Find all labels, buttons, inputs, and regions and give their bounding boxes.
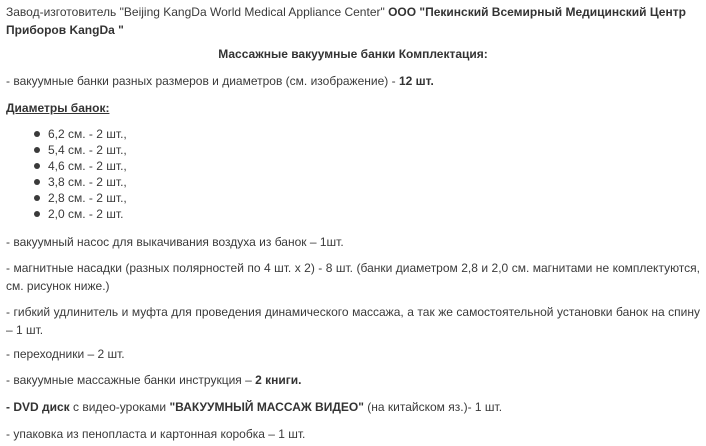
diameter-value: 2,8 см. - 2 шт., [48,191,127,205]
bullet-icon [34,195,40,201]
item-extension-text: - гибкий удлинитель и муфта для проведения динамического массажа, а так же самостоятельной установки банок на спину – 1 шт. [6,305,700,337]
item-dvd-text: с видео-уроками [69,400,170,414]
item-packaging-text: - упаковка из пенопласта и картонная коробка – 1 шт. [6,427,306,441]
diameters-heading-text: Диаметры банок: [6,101,110,115]
item-dvd-count: (на китайском яз.)- 1 шт. [363,400,503,414]
diameter-value: 3,8 см. - 2 шт., [48,175,127,189]
diameter-value: 6,2 см. - 2 шт., [48,127,127,141]
list-item [6,206,127,222]
diameter-value: 5,4 см. - 2 шт., [48,143,127,157]
item-dvd-title: "ВАКУУМНЫЙ МАССАЖ ВИДЕО" [169,400,364,414]
bullet-icon [34,211,40,217]
diameter-value: 4,6 см. - 2 шт., [48,159,127,173]
diameter-value: 2,0 см. - 2 шт. [48,207,124,221]
diameters-list [6,126,127,222]
item-packaging [6,425,700,443]
item-magnetic-text: - магнитные насадки (разных полярностей по 4 шт. х 2) - 8 шт. (банки диаметром 2,8 и 2,0 см. магнитами не комплектуются, см. рисунок ниже.) [6,261,700,293]
bullet-icon [34,179,40,185]
item-cups-count: 12 шт. [398,74,434,88]
manufacturer-company: ООО "Пекинский Всемирный Медицинский Центр Приборов KangDa " [6,5,686,37]
item-dvd-label: - DVD диск [6,400,70,414]
manufacturer-prefix: Завод-изготовитель "Beijing KangDa World Medical Appliance Center" [6,5,389,19]
item-cups [6,72,700,90]
section-title-text: Массажные вакуумные банки Комплектация: [218,47,488,61]
manufacturer-line [6,3,700,39]
item-pump-text: - вакуумный насос для выкачивания воздуха из банок – 1шт. [6,235,344,249]
item-adapters [6,345,700,363]
item-magnetic [6,259,700,295]
list-item [6,190,127,206]
list-item [6,174,127,190]
item-manual-count: 2 книги. [255,373,302,387]
list-item [6,126,127,142]
item-cups-text: - вакуумные банки разных размеров и диаметров (см. изображение) - [6,74,399,88]
list-item [6,158,127,174]
item-manual [6,371,700,389]
item-dvd [6,398,700,416]
bullet-icon [34,163,40,169]
list-item [6,142,127,158]
item-pump [6,233,700,251]
item-manual-text: - вакуумные массажные банки инструкция – [6,373,256,387]
bullet-icon [34,131,40,137]
section-title [6,45,700,63]
bullet-icon [34,147,40,153]
item-adapters-text: - переходники – 2 шт. [6,347,125,361]
item-extension [6,303,700,339]
diameters-heading [6,99,700,117]
